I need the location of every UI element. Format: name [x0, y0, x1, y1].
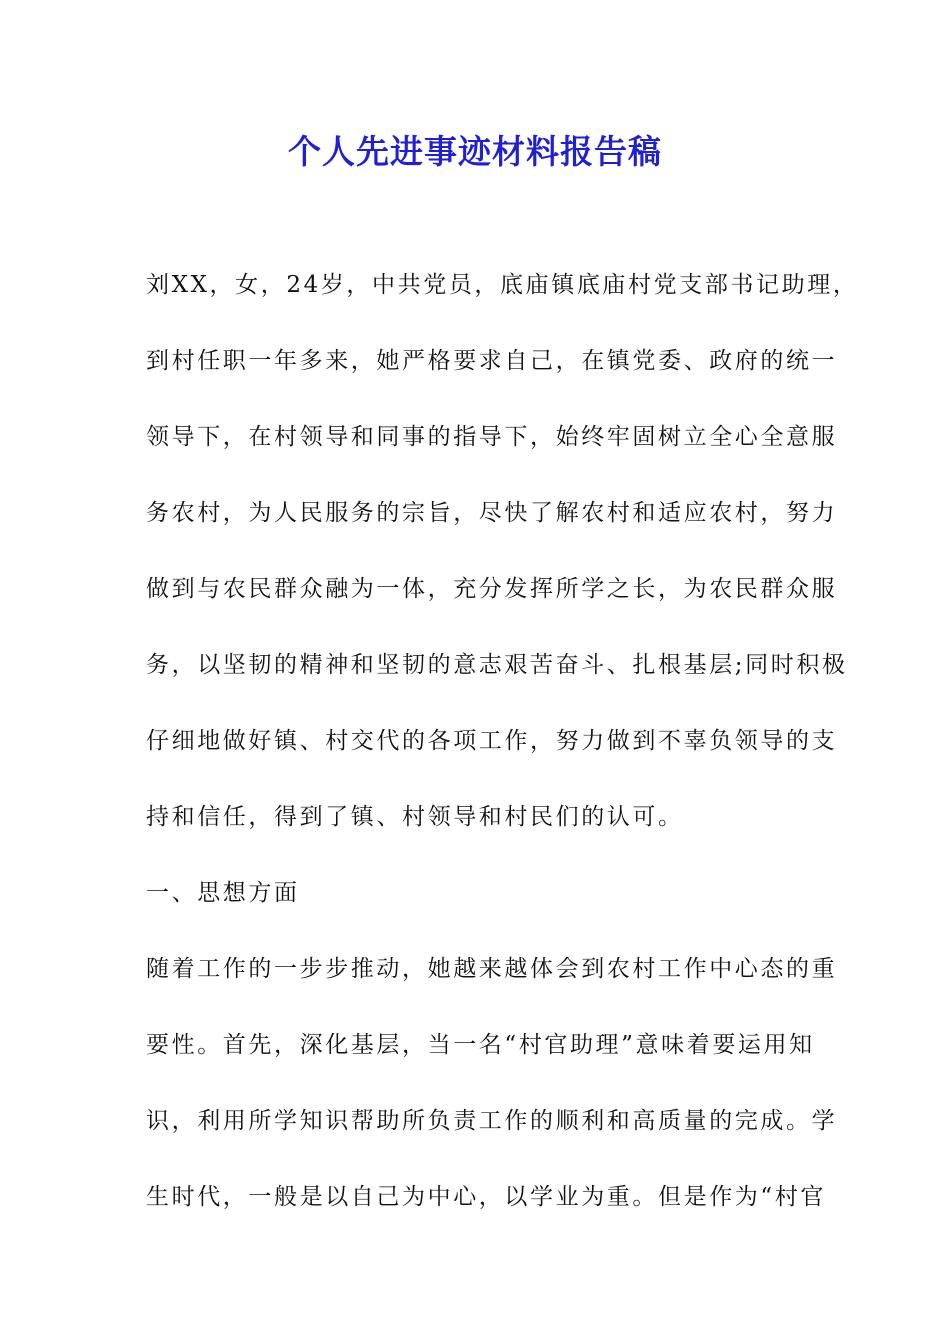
paragraph-line: 要性。首先，深化基层，当一名“村官助理”意味着要运用知: [146, 1032, 815, 1058]
paragraph-line: 生时代，一般是以自己为中心，以学业为重。但是作为“村官: [146, 1184, 826, 1210]
paragraph-line: 随着工作的一步步推动，她越来越体会到农村工作中心态的重: [146, 956, 838, 982]
paragraph-line: 持和信任，得到了镇、村领导和村民们的认可。: [146, 804, 684, 830]
document-title: 个人先进事迹材料报告稿: [288, 132, 662, 171]
paragraph-line: 务农村，为人民服务的宗旨，尽快了解农村和适应农村，努力: [146, 500, 838, 526]
paragraph-line: 仔细地做好镇、村交代的各项工作，努力做到不辜负领导的支: [146, 728, 838, 754]
paragraph-line: 领导下，在村领导和同事的指导下，始终牢固树立全心全意服: [146, 424, 838, 450]
paragraph-intro: [146, 247, 859, 1235]
paragraph-line: 刘XX，女，24岁，中共党员，底庙镇底庙村党支部书记助理，: [146, 272, 859, 298]
section-heading: 一、思想方面: [146, 880, 300, 906]
paragraph-line: 识，利用所学知识帮助所负责工作的顺利和高质量的完成。学: [146, 1108, 838, 1134]
paragraph-line: 到村任职一年多来，她严格要求自己，在镇党委、政府的统一: [146, 348, 838, 374]
paragraph-line: 务，以坚韧的精神和坚韧的意志艰苦奋斗、扎根基层;同时积极: [146, 652, 848, 678]
paragraph-line: 做到与农民群众融为一体，充分发挥所学之长，为农民群众服: [146, 576, 838, 602]
